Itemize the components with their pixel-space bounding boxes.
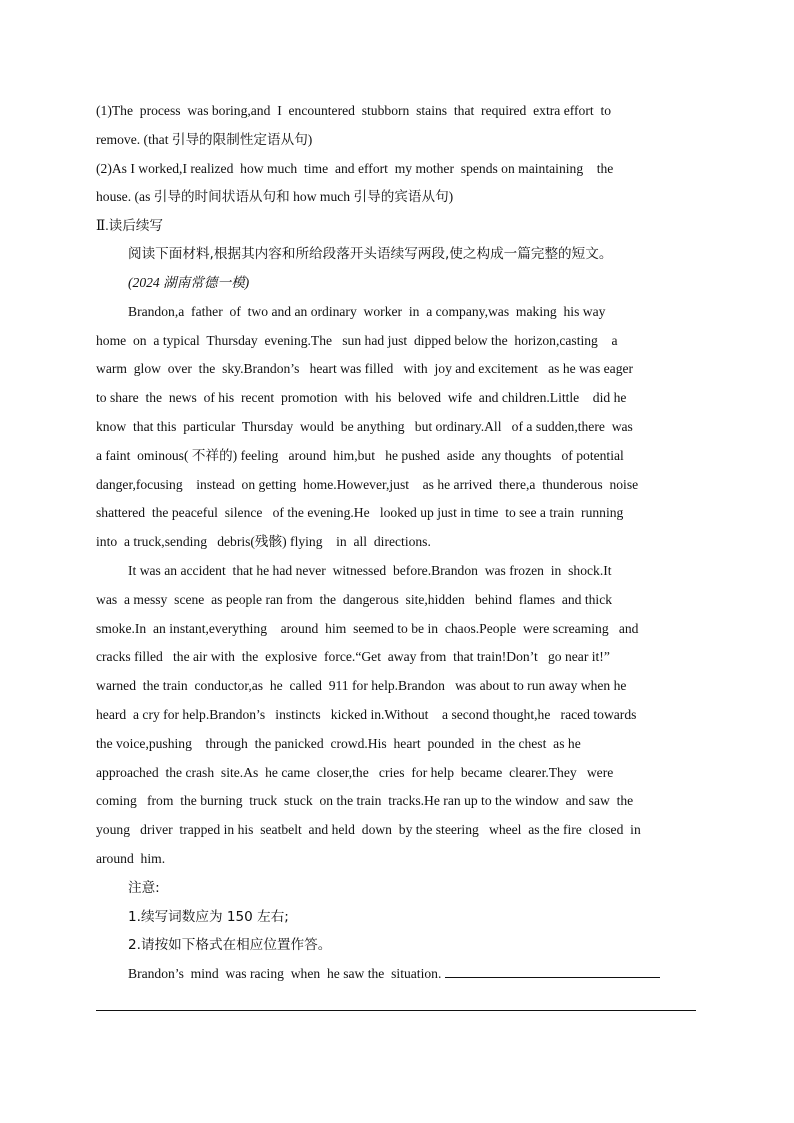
passage-line: danger,focusing instead on getting home.However,just as he arrived there,a thunderous noise <box>96 476 639 492</box>
section-heading: Ⅱ.读后续写 <box>96 218 164 234</box>
passage-line: smoke.In an instant,everything around him seemed to be in chaos.People were screaming and <box>96 620 639 636</box>
section-source: (2024 湖南常德一模) <box>128 274 250 290</box>
passage-line: approached the crash site.As he came closer,the cries for help became clearer.They were <box>96 764 614 780</box>
exercise-item-2-line-2: house. (as 引导的时间状语从句和 how much 引导的宾语从句) <box>96 189 454 205</box>
passage-line: was a messy scene as people ran from the dangerous site,hidden behind flames and thick <box>96 591 613 607</box>
exercise-item-1-line-2 <box>96 126 696 155</box>
passage-line: the voice,pushing through the panicked crowd.His heart pounded in the chest as he <box>96 735 581 751</box>
passage-paragraph-2 <box>96 557 696 874</box>
exercise-item-2-line-1: (2)As I worked,I realized how much time and effort my mother spends on maintaining the <box>96 160 614 176</box>
passage-line: into a truck,sending debris(残骸) flying in all directions. <box>96 534 431 550</box>
document-page <box>96 97 696 989</box>
exercise-item-1-text: remove. (that 引导的限制性定语从句) <box>96 131 313 147</box>
passage-line: a faint ominous( 不祥的) feeling around him,but he pushed aside any thoughts of potential <box>96 447 624 463</box>
notes-label: 注意: <box>128 879 160 896</box>
passage-line: warned the train conductor,as he called 911 for help.Brandon was about to run away when he <box>96 678 627 694</box>
passage-line: around him. <box>96 850 166 866</box>
passage-line: young driver trapped in his seatbelt and held down by the steering wheel as the fire closed in <box>96 822 641 838</box>
passage-line: know that this particular Thursday would be anything but ordinary.All of a sudden,there was <box>96 418 633 434</box>
passage-line: home on a typical Thursday evening.The sun had just dipped below the horizon,casting a <box>96 332 618 348</box>
passage-line: shattered the peaceful silence of the evening.He looked up just in time to see a train running <box>96 505 624 521</box>
passage-line: Brandon,a father of two and an ordinary worker in a company,was making his way <box>128 303 606 319</box>
answer-line[interactable] <box>96 1010 696 1011</box>
exercise-item-1-line-1: (1)The process was boring,and I encountered stubborn stains that required extra effort to <box>96 103 612 118</box>
passage-line: cracks filled the air with the explosive force.“Get away from that train!Don’t go near it!” <box>96 649 610 665</box>
passage-line: heard a cry for help.Brandon’s instincts kicked in.Without a second thought,he raced towards <box>96 706 637 722</box>
section-instruction: 阅读下面材料,根据其内容和所给段落开头语续写两段,使之构成一篇完整的短文。 <box>128 246 613 263</box>
passage-line: It was an accident that he had never witnessed before.Brandon was frozen in shock.It <box>128 562 612 578</box>
passage-line: coming from the burning truck stuck on the train tracks.He ran up to the window and saw the <box>96 793 634 809</box>
passage-paragraph-1 <box>96 298 696 557</box>
answer-blank[interactable] <box>445 963 660 978</box>
notes-item-1: 1.续写词数应为 150 左右; <box>128 908 289 925</box>
continuation-prompt-line <box>96 960 696 989</box>
notes-item-2: 2.请按如下格式在相应位置作答。 <box>128 937 332 954</box>
passage-line: warm glow over the sky.Brandon’s heart was filled with joy and excitement as he was eager <box>96 361 634 377</box>
continuation-prompt: Brandon’s mind was racing when he saw the situation. <box>128 966 445 982</box>
passage-line: to share the news of his recent promotion with his beloved wife and children.Little did he <box>96 390 627 406</box>
